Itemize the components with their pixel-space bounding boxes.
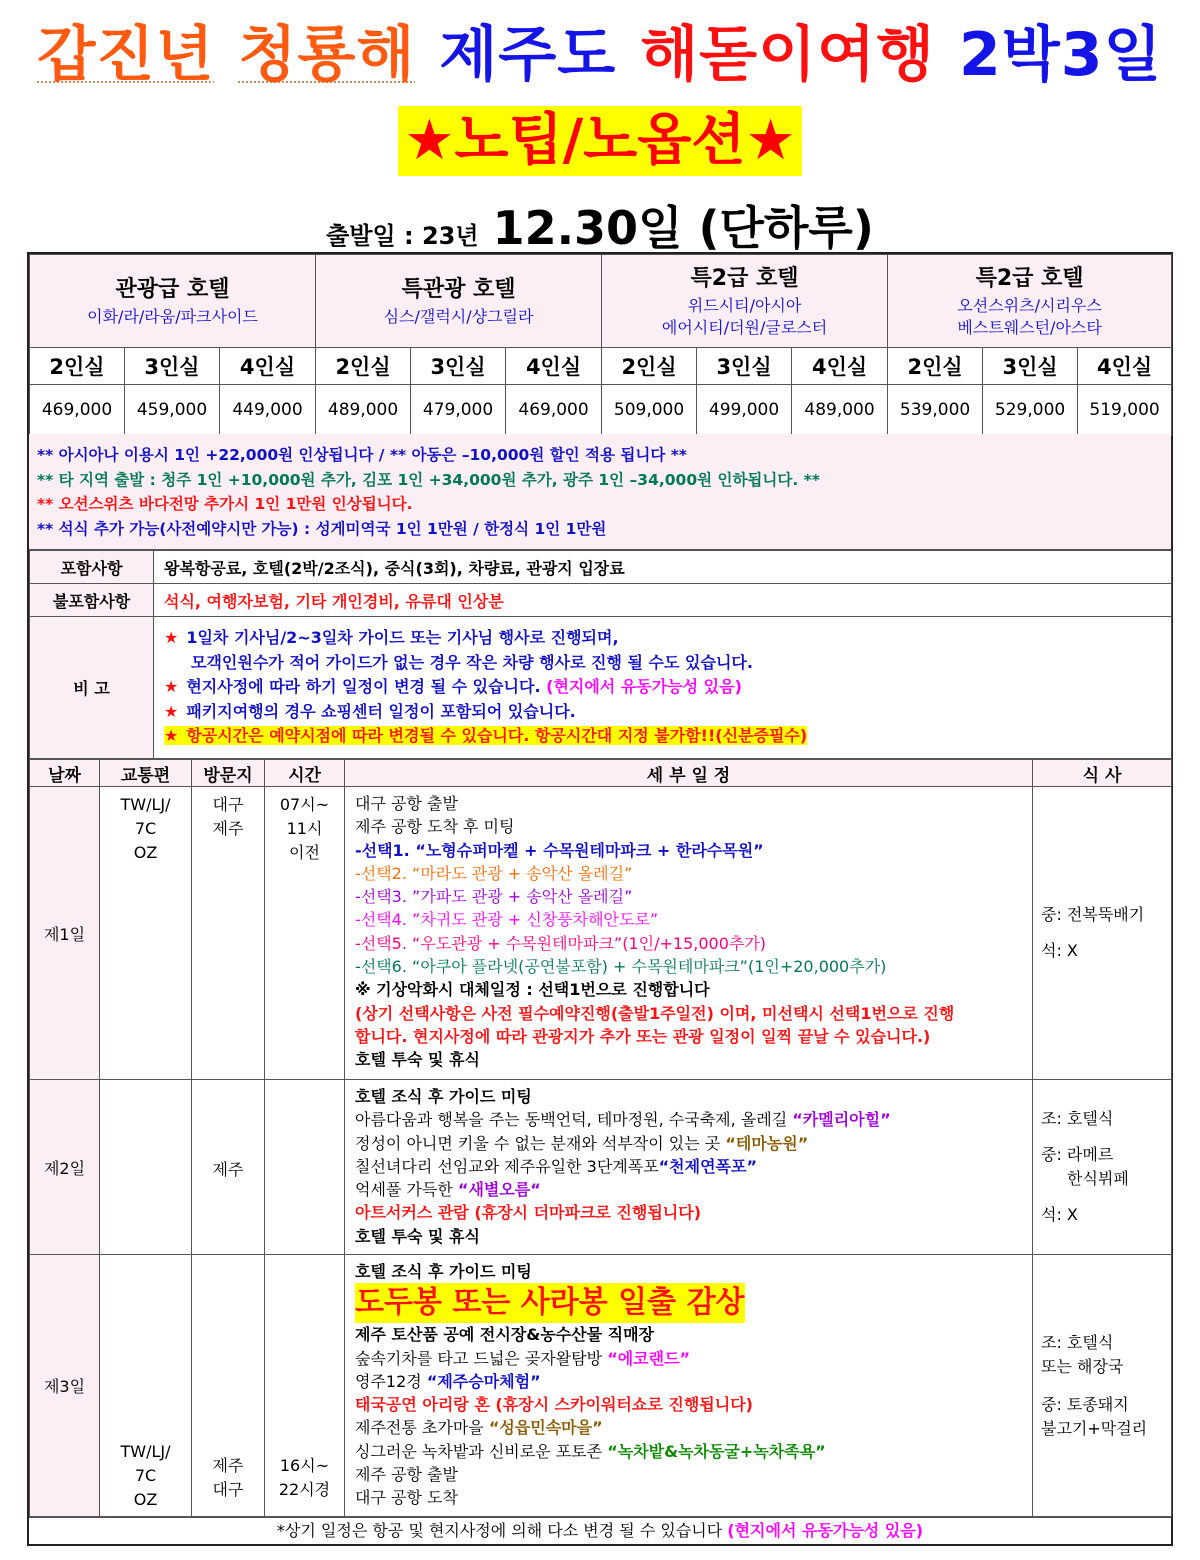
footnote-highlight: (현지에서 유동가능성 있음) — [727, 1521, 924, 1540]
detail-line: 칠선녀다리 선임교와 제주유일한 3단계폭포“천제연폭포” — [355, 1156, 757, 1176]
detail-cell — [345, 1255, 1033, 1517]
day-label: 제3일 — [30, 1255, 100, 1517]
option-line: -선택2. “마라도 관광 + 송악산 올레길” — [355, 863, 633, 883]
detail-cell — [345, 787, 1033, 1080]
remark-line: ★ 항공시간은 예약시점에 따라 변경될 수 있습니다. 항공시간대 지정 불가함!!(신분증필수) — [164, 726, 808, 746]
price-cell: 489,000 — [792, 385, 888, 436]
detail-line: 제주 토산품 공예 전시장&농수산물 직매장 — [355, 1325, 654, 1345]
day-label: 제1일 — [30, 787, 100, 1080]
star-icon: ★ — [164, 677, 179, 697]
hotel-list: 심스/갤럭시/샹그릴라 — [383, 307, 534, 326]
detail-line: 호텔 투숙 및 휴식 — [355, 1226, 480, 1246]
detail-line: (상기 선택사항은 사전 필수예약진행(출발1주일전) 이며, 미선택시 선택1번으로 진행 — [355, 1003, 955, 1023]
remark-line: ★ 현지사정에 따라 하기 일정이 변경 될 수 있습니다. (현지에서 유동가능성 있음) — [164, 677, 742, 697]
room-type: 4인실 — [506, 348, 602, 385]
transport-cell: TW/LJ/ 7C OZ — [100, 1255, 192, 1517]
day3-row — [30, 1255, 1172, 1517]
price-table — [29, 254, 1172, 436]
hotel-category — [888, 255, 1172, 348]
price-cell: 519,000 — [1078, 385, 1172, 436]
hotel-list: 에어시티/더원/글로스터 — [661, 318, 828, 337]
place-cell: 대구 제주 — [192, 787, 265, 1080]
title-duration: 2박3일 — [959, 20, 1163, 90]
time-cell — [265, 1080, 345, 1255]
price-cell: 479,000 — [411, 385, 506, 436]
detail-line: 제주 공항 출발 — [355, 1465, 458, 1485]
price-cell: 469,000 — [506, 385, 602, 436]
header-place: 방문지 — [192, 759, 265, 787]
included-label: 포함사항 — [30, 551, 154, 584]
price-notes — [29, 434, 1171, 550]
transport-cell: TW/LJ/ 7C OZ — [100, 787, 192, 1080]
hotel-list: 이화/라/라움/파크사이드 — [87, 307, 258, 326]
detail-line: 정성이 아니면 키울 수 없는 분재와 석부작이 있는 곳 “테마농원” — [355, 1133, 809, 1153]
room-type: 4인실 — [1078, 348, 1172, 385]
title-dragon: 청룡해 — [238, 20, 416, 90]
included-value: 왕복항공료, 호텔(2박/2조식), 중식(3회), 차량료, 관광지 입장료 — [154, 551, 1172, 584]
note-line: ** 석식 추가 가능(사전예약시만 가능) : 성게미역국 1인 1만원 / 한정식 1인 1만원 — [37, 519, 607, 538]
detail-line: 싱그러운 녹차밭과 신비로운 포토존 “녹차밭&녹차동굴+녹차족욕” — [355, 1441, 826, 1461]
room-type: 3인실 — [697, 348, 792, 385]
star-icon: ★ — [164, 726, 179, 746]
day1-row — [30, 787, 1172, 1080]
meal-cell: 중: 전복뚝배기 석: X — [1033, 787, 1172, 1080]
option-line: -선택6. “아쿠아 플라넷(공연불포함) + 수목원테마파크”(1인+20,000추가) — [355, 957, 887, 977]
departure-line — [0, 192, 1200, 258]
detail-line: 합니다. 현지사정에 따라 관광지가 추가 또는 관광 일정이 일찍 끝날 수 있습니다.) — [355, 1026, 931, 1046]
option-line: -선택5. “우도관광 + 수목원테마파크”(1인/+15,000추가) — [355, 933, 767, 953]
detail-line: 영주12경 “제주승마체험” — [355, 1371, 541, 1391]
detail-line: 억세풀 가득한 “새별오름“ — [355, 1180, 541, 1200]
title-sunrise: 해돋이여행 — [640, 20, 936, 90]
room-type: 4인실 — [220, 348, 316, 385]
star-icon: ★ — [164, 628, 179, 648]
excluded-value: 석식, 여행자보험, 기타 개인경비, 유류대 인상분 — [154, 584, 1172, 617]
no-tip-no-option: ★노팁/노옵션★ — [398, 106, 801, 176]
hotel-category — [602, 255, 888, 348]
schedule-table — [29, 758, 1172, 1517]
note-line: ** 오션스위츠 바다전망 추가시 1인 1만원 인상됩니다. — [37, 495, 413, 513]
footnote-text: *상기 일정은 항공 및 현지사정에 의해 다소 변경 될 수 있습니다 — [276, 1521, 723, 1540]
header-detail: 세 부 일 정 — [345, 759, 1033, 787]
room-type: 4인실 — [792, 348, 888, 385]
price-cell: 499,000 — [697, 385, 792, 436]
remarks-value — [154, 617, 1172, 759]
note-line: ** 타 지역 출발 : 청주 1인 +10,000원 추가, 김포 1인 +34,000원 추가, 광주 1인 –34,000원 인하됩니다. ** — [37, 470, 820, 489]
footnote — [29, 1517, 1171, 1544]
excluded-label: 불포함사항 — [30, 584, 154, 617]
room-type: 3인실 — [125, 348, 220, 385]
price-cell: 529,000 — [983, 385, 1078, 436]
departure-label: 출발일 : 23년 — [326, 222, 479, 250]
highlight-line: 도두봉 또는 사라봉 일출 감상 — [355, 1283, 1032, 1323]
header-day: 날짜 — [30, 759, 100, 787]
itinerary-frame — [27, 252, 1173, 1546]
detail-line: 아름다움과 행복을 주는 동백언덕, 테마정원, 수국축제, 올레길 “카멜리아힐” — [355, 1110, 891, 1130]
departure-date: 12.30일 (단하루) — [492, 201, 874, 255]
room-type: 2인실 — [30, 348, 125, 385]
room-type: 2인실 — [602, 348, 697, 385]
info-table — [29, 550, 1172, 759]
title-jeju: 제주도 — [439, 20, 617, 90]
detail-line: 숲속기차를 타고 드넓은 곶자왈탐방 “에코랜드” — [355, 1348, 691, 1368]
detail-line: 제주 공항 도착 후 미팅 — [355, 817, 515, 837]
hotel-list: 오션스위츠/시리우스 — [957, 296, 1102, 315]
detail-cell — [345, 1080, 1033, 1255]
price-cell: 449,000 — [220, 385, 316, 436]
hotel-name: 특관광 호텔 — [401, 277, 516, 302]
hotel-category — [316, 255, 602, 348]
price-cell: 489,000 — [316, 385, 411, 436]
star-icon: ★ — [164, 701, 179, 721]
detail-line: 호텔 조식 후 가이드 미팅 — [355, 1262, 532, 1281]
day2-row — [30, 1080, 1172, 1255]
detail-line: 대구 공항 출발 — [355, 794, 458, 813]
room-type: 3인실 — [983, 348, 1078, 385]
option-line: -선택3. ”가파도 관광 + 송악산 올레길” — [355, 887, 633, 907]
remark-line: ★ 패키지여행의 경우 쇼핑센터 일정이 포함되어 있습니다. — [164, 701, 576, 721]
hotel-name: 특2급 호텔 — [690, 266, 799, 291]
header-transport: 교통편 — [100, 759, 192, 787]
transport-cell — [100, 1080, 192, 1255]
place-cell: 제주 — [192, 1080, 265, 1255]
room-type: 2인실 — [888, 348, 983, 385]
place-cell: 제주 대구 — [192, 1255, 265, 1517]
detail-line: 제주전통 초가마을 “성읍민속마을” — [355, 1418, 603, 1438]
price-cell: 459,000 — [125, 385, 220, 436]
detail-line: 태국공연 아리랑 혼 (휴장시 스카이워터쇼로 진행됩니다) — [355, 1395, 753, 1415]
hotel-category — [30, 255, 316, 348]
room-type: 2인실 — [316, 348, 411, 385]
hotel-list: 위드시티/아시아 — [687, 296, 802, 315]
detail-line: 호텔 투숙 및 휴식 — [355, 1050, 480, 1070]
detail-line: ※ 기상악화시 대체일정 : 선택1번으로 진행합니다 — [355, 980, 710, 1000]
day-label: 제2일 — [30, 1080, 100, 1255]
time-cell: 16시~ 22시경 — [265, 1255, 345, 1517]
price-cell: 539,000 — [888, 385, 983, 436]
header-meal: 식 사 — [1033, 759, 1172, 787]
time-cell: 07시~ 11시 이전 — [265, 787, 345, 1080]
meal-cell: 조: 호텔식 중: 라메르 한식뷔페 석: X — [1033, 1080, 1172, 1255]
page-title — [0, 14, 1200, 96]
hotel-name: 관광급 호텔 — [115, 277, 230, 302]
header-time: 시간 — [265, 759, 345, 787]
room-type: 3인실 — [411, 348, 506, 385]
remarks-label: 비 고 — [30, 617, 154, 759]
title-year: 갑진년 — [37, 20, 215, 90]
detail-line: 대구 공항 도착 — [355, 1488, 458, 1508]
option-line: -선택1. “노형슈퍼마켙 + 수목원테마파크 + 한라수목원” — [355, 840, 764, 860]
subtitle-banner — [0, 106, 1200, 176]
remark-line: ★ 1일차 기사님/2~3일차 가이드 또는 기사님 행사로 진행되며, — [164, 628, 619, 648]
option-line: -선택4. ”차귀도 관광 + 신창풍차해안도로” — [355, 910, 659, 930]
hotel-name: 특2급 호텔 — [975, 266, 1084, 291]
hotel-list: 베스트웨스턴/아스타 — [957, 318, 1102, 337]
price-cell: 469,000 — [30, 385, 125, 436]
detail-line: 아트서커스 관람 (휴장시 더마파크로 진행됩니다) — [355, 1203, 702, 1223]
price-cell: 509,000 — [602, 385, 697, 436]
remark-line: 모객인원수가 적어 가이드가 없는 경우 작은 차량 행사로 진행 될 수도 있습니다. — [191, 652, 753, 672]
detail-line: 호텔 조식 후 가이드 미팅 — [355, 1087, 532, 1106]
note-line: ** 아시아나 이용시 1인 +22,000원 인상됩니다 / ** 아동은 –10,000원 할인 적용 됩니다 ** — [37, 446, 687, 464]
meal-cell: 조: 호텔식 또는 해장국 중: 토종돼지 불고기+막걸리 — [1033, 1255, 1172, 1517]
